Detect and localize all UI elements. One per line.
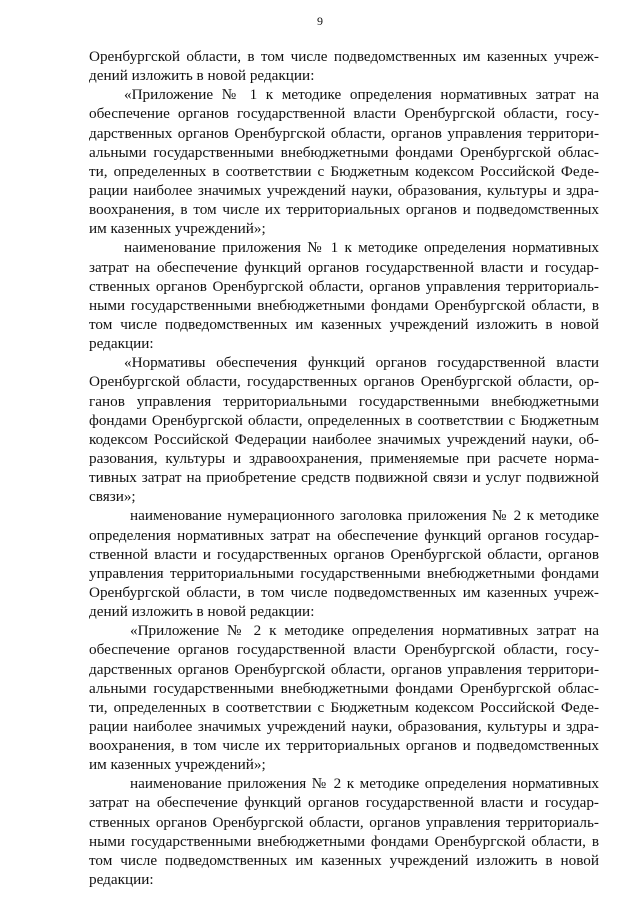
text-line: определения нормативных затрат на обеспечение функций органов государ- <box>89 526 599 544</box>
text-line: Оренбургской области, в том числе подведомственных им казенных учреж- <box>89 48 599 65</box>
text-line: управления территориальными государственными внебюджетными фондами <box>89 564 599 582</box>
paragraph-appendix-1-title <box>89 85 599 238</box>
text-line: том числе подведомственных им казенных учреждений изложить в новой <box>89 851 599 869</box>
document-body <box>89 47 599 889</box>
page-number: 9 <box>317 14 323 28</box>
text-line: воохранения, в том числе их территориальных органов и подведомственных <box>89 737 599 755</box>
text-line: им казенных учреждений»; <box>89 220 266 238</box>
text-line: связи»; <box>89 488 136 506</box>
text-line: Оренбургской области, в том числе подведомственных им казенных учреж- <box>89 583 599 601</box>
text-line: тивных затрат на приобретение средств подвижной связи и услуг подвижной <box>89 469 599 487</box>
text-line: рации наиболее значимых учреждений науки, образования, культуры и здра- <box>89 717 599 735</box>
text-line: обеспечение органов государственной власти Оренбургской области, госу- <box>89 641 599 659</box>
text-line: воохранения, в том числе их территориальных органов и подведомственных <box>89 201 599 219</box>
text-line: том числе подведомственных им казенных учреждений изложить в новой <box>89 315 599 333</box>
text-line: наименование приложения № 2 к методике определения нормативных <box>130 775 599 793</box>
text-line: им казенных учреждений»; <box>89 756 266 774</box>
text-line: рации наиболее значимых учреждений науки, образования, культуры и здра- <box>89 181 599 199</box>
text-line: затрат на обеспечение функций органов государственной власти и государ- <box>89 258 599 276</box>
text-line: наименование приложения № 1 к методике определения нормативных <box>124 239 599 257</box>
text-line: альными государственными внебюджетными фондами Оренбургской облас- <box>89 679 599 697</box>
text-line: дений изложить в новой редакции: <box>89 67 315 85</box>
text-line: ти, определенных в соответствии с Бюджетным кодексом Российской Феде- <box>89 698 599 716</box>
paragraph-appendix-2-name-change <box>89 774 599 889</box>
paragraph-continuation <box>89 47 599 85</box>
text-line: дарственных органов Оренбургской области, органов управления территори- <box>89 660 599 678</box>
text-line: разования, культуры и здравоохранения, применяемые при расчете норма- <box>89 449 599 467</box>
text-line: альными государственными внебюджетными фондами Оренбургской облас- <box>89 143 599 161</box>
text-line: редакции: <box>89 335 154 353</box>
text-line: наименование нумерационного заголовка приложения № 2 к методике <box>130 507 599 525</box>
text-line: обеспечение органов государственной власти Оренбургской области, госу- <box>89 105 599 123</box>
paragraph-appendix-2-heading-change <box>89 506 599 621</box>
text-line: редакции: <box>89 871 154 889</box>
text-line: ственной власти и государственных органов Оренбургской области, органов <box>89 545 599 563</box>
text-line: затрат на обеспечение функций органов государственной власти и государ- <box>89 794 599 812</box>
text-line: фондами Оренбургской области, определенных в соответствии с Бюджетным <box>89 411 599 429</box>
text-line: ными государственными внебюджетными фондами Оренбургской области, в <box>89 296 599 314</box>
text-line: кодексом Российской Федерации наиболее значимых учреждений науки, об- <box>89 430 599 448</box>
text-line: «Нормативы обеспечения функций органов государственной власти <box>124 354 599 372</box>
paragraph-appendix-1-name-change <box>89 238 599 353</box>
text-line: «Приложение № 2 к методике определения нормативных затрат на <box>130 622 599 640</box>
text-line: «Приложение № 1 к методике определения нормативных затрат на <box>124 86 599 104</box>
text-line: дений изложить в новой редакции: <box>89 603 315 621</box>
text-line: Оренбургской области, государственных органов Оренбургской области, ор- <box>89 373 599 391</box>
text-line: ганов управления территориальными государственными внебюджетными <box>89 392 599 410</box>
paragraph-appendix-2-title <box>89 621 599 774</box>
text-line: дарственных органов Оренбургской области, органов управления территори- <box>89 124 599 142</box>
paragraph-norms-title <box>89 353 599 506</box>
text-line: ственных органов Оренбургской области, органов управления территориаль- <box>89 813 599 831</box>
text-line: ными государственными внебюджетными фондами Оренбургской области, в <box>89 832 599 850</box>
text-line: ственных органов Оренбургской области, органов управления территориаль- <box>89 277 599 295</box>
text-line: ти, определенных в соответствии с Бюджетным кодексом Российской Феде- <box>89 162 599 180</box>
